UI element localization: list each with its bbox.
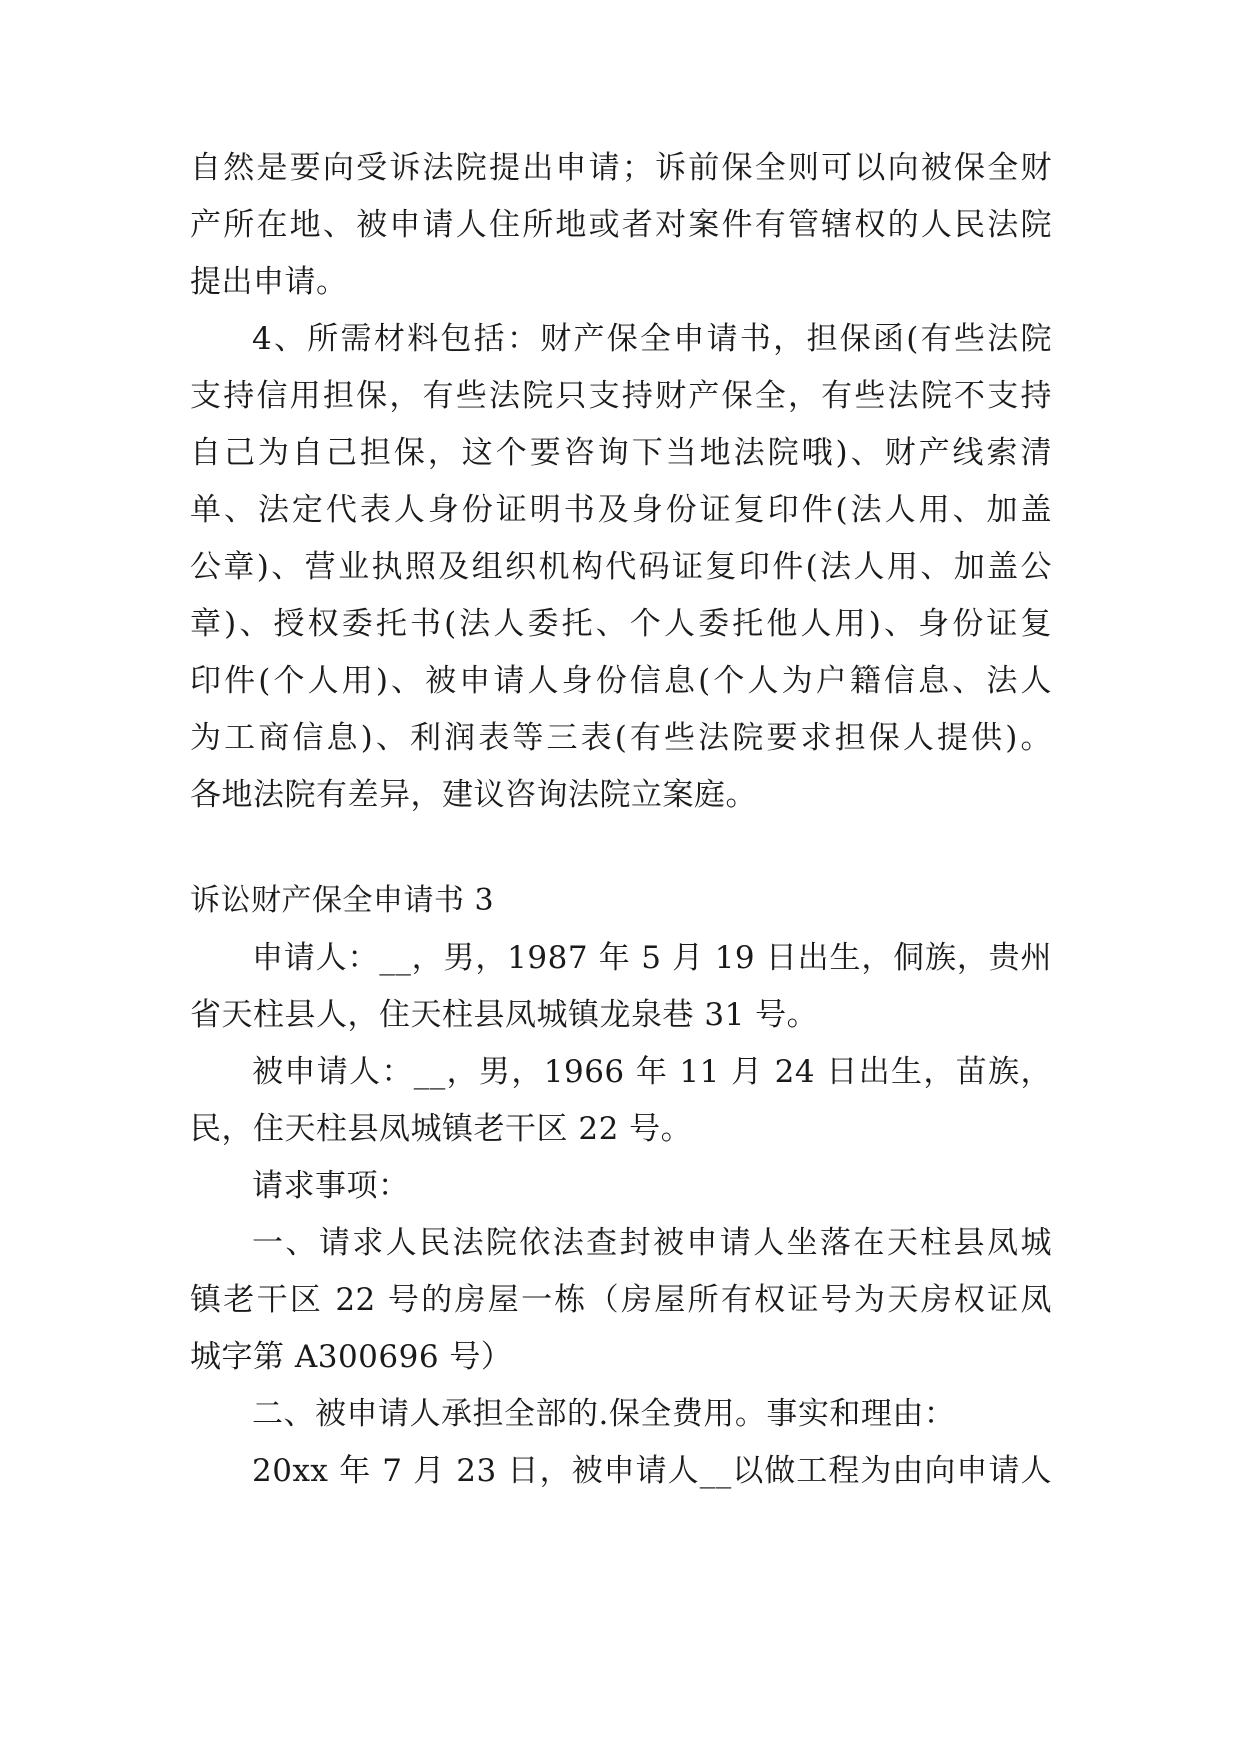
paragraph-line: 为工商信息)、利润表等三表(有些法院要求担保人提供)。 — [190, 720, 1052, 756]
paragraph-line: 单、法定代表人身份证明书及身份证复印件(法人用、加盖 — [190, 492, 1052, 528]
paragraph-line: 被申请人：__，男，1966 年 11 月 24 日出生，苗族， — [252, 1054, 1052, 1090]
paragraph-line: 城字第 A300696 号） — [190, 1339, 513, 1375]
paragraph-line: 二、被申请人承担全部的.保全费用。事实和理由： — [252, 1396, 956, 1432]
paragraph-line: 一、请求人民法院依法查封被申请人坐落在天柱县凤城 — [252, 1225, 1052, 1261]
paragraph-line: 4、所需材料包括：财产保全申请书，担保函(有些法院 — [252, 321, 1052, 357]
paragraph-line: 产所在地、被申请人住所地或者对案件有管辖权的人民法院 — [190, 207, 1052, 243]
paragraph-line: 各地法院有差异，建议咨询法院立案庭。 — [190, 777, 757, 813]
section-heading: 诉讼财产保全申请书 3 — [190, 883, 495, 918]
paragraph-line: 20xx 年 7 月 23 日，被申请人__以做工程为由向申请人 — [252, 1453, 1052, 1489]
paragraph-line: 民，住天柱县凤城镇老干区 22 号。 — [190, 1111, 693, 1147]
paragraph-line: 章)、授权委托书(法人委托、个人委托他人用)、身份证复 — [190, 606, 1052, 642]
request-title: 请求事项： — [252, 1168, 410, 1204]
paragraph-line: 自己为自己担保，这个要咨询下当地法院哦)、财产线索清 — [190, 435, 1052, 471]
paragraph-line: 自然是要向受诉法院提出申请；诉前保全则可以向被保全财 — [190, 150, 1052, 186]
paragraph-line: 公章)、营业执照及组织机构代码证复印件(法人用、加盖公 — [190, 549, 1052, 585]
paragraph-line: 申请人：__，男，1987 年 5 月 19 日出生，侗族，贵州 — [252, 940, 1052, 976]
paragraph-line: 镇老干区 22 号的房屋一栋（房屋所有权证号为天房权证凤 — [190, 1282, 1052, 1318]
paragraph-line: 印件(个人用)、被申请人身份信息(个人为户籍信息、法人 — [190, 663, 1052, 699]
paragraph-line: 支持信用担保，有些法院只支持财产保全，有些法院不支持 — [190, 378, 1052, 414]
paragraph-line: 省天柱县人，住天柱县凤城镇龙泉巷 31 号。 — [190, 997, 819, 1033]
paragraph-line: 提出申请。 — [190, 264, 348, 300]
